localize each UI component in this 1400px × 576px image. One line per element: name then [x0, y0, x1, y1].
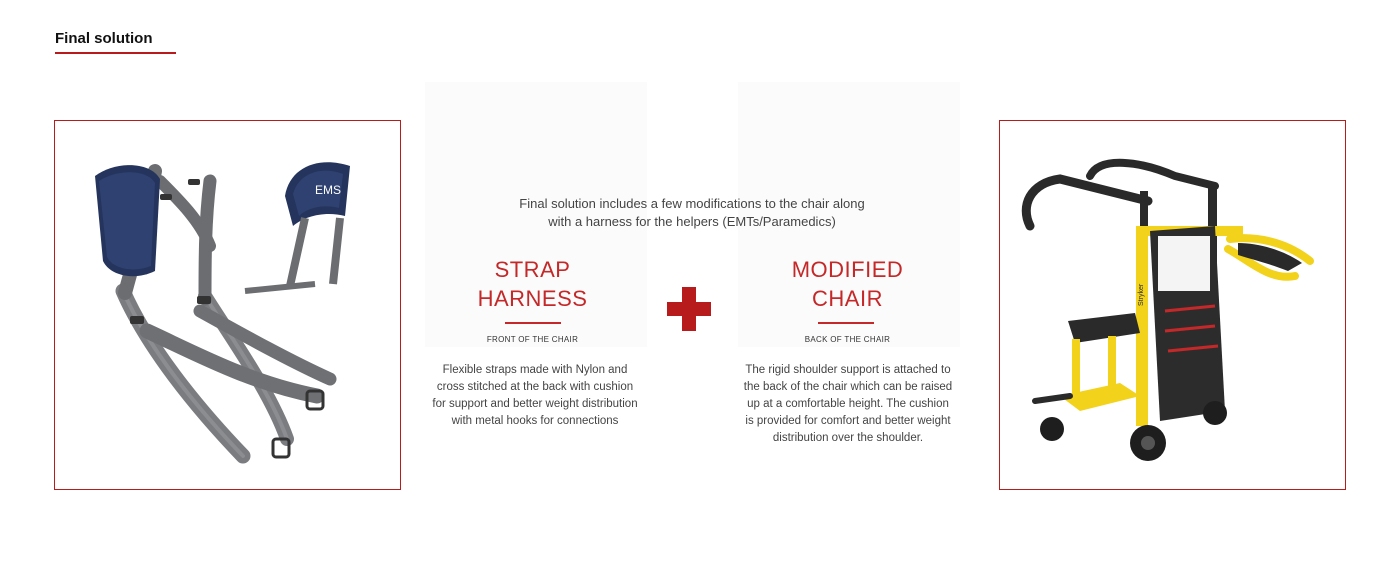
- harness-heading-rule: [505, 322, 561, 324]
- harness-desc-line: cross stitched at the back with cushion: [436, 381, 634, 393]
- harness-caption: FRONT OF THE CHAIR: [486, 335, 579, 344]
- harness-desc-line: Flexible straps made with Nylon and: [442, 364, 628, 376]
- harness-heading: [455, 255, 610, 313]
- chair-image-frame: [999, 120, 1346, 490]
- chair-description: [728, 362, 968, 447]
- chair-desc-line: distribution over the shoulder.: [772, 432, 924, 444]
- chair-desc-line: The rigid shoulder support is attached to: [745, 364, 951, 376]
- harness-desc-line: with metal hooks for connections: [451, 415, 619, 427]
- chair-brand-text: Stryker: [1138, 283, 1145, 306]
- plus-icon: [667, 287, 711, 331]
- ems-badge-text: EMS: [315, 183, 342, 197]
- chair-illustration: [1000, 121, 1345, 489]
- harness-image-frame: [54, 120, 401, 490]
- chair-heading: [770, 255, 925, 313]
- harness-desc-line: for support and better weight distribution: [432, 398, 638, 410]
- chair-heading-line-1: MODIFIED: [791, 257, 904, 282]
- harness-illustration: [55, 121, 400, 489]
- chair-heading-rule: [818, 322, 874, 324]
- harness-heading-line-2: HARNESS: [477, 286, 588, 311]
- chair-desc-line: is provided for comfort and better weight: [745, 415, 951, 427]
- chair-heading-line-2: CHAIR: [812, 286, 883, 311]
- intro-line-2: with a harness for the helpers (EMTs/Paramedics): [548, 214, 836, 229]
- chair-desc-line: up at a comfortable height. The cushion: [747, 398, 949, 410]
- intro-line-1: Final solution includes a few modifications to the chair along: [519, 196, 865, 211]
- intro-text: [430, 195, 954, 231]
- chair-desc-line: the back of the chair which can be raised: [743, 381, 953, 393]
- title-underline: [55, 52, 176, 54]
- page-title: Final solution: [55, 30, 153, 47]
- harness-description: [418, 362, 652, 430]
- chair-caption: BACK OF THE CHAIR: [804, 335, 891, 344]
- harness-heading-line-1: STRAP: [494, 257, 571, 282]
